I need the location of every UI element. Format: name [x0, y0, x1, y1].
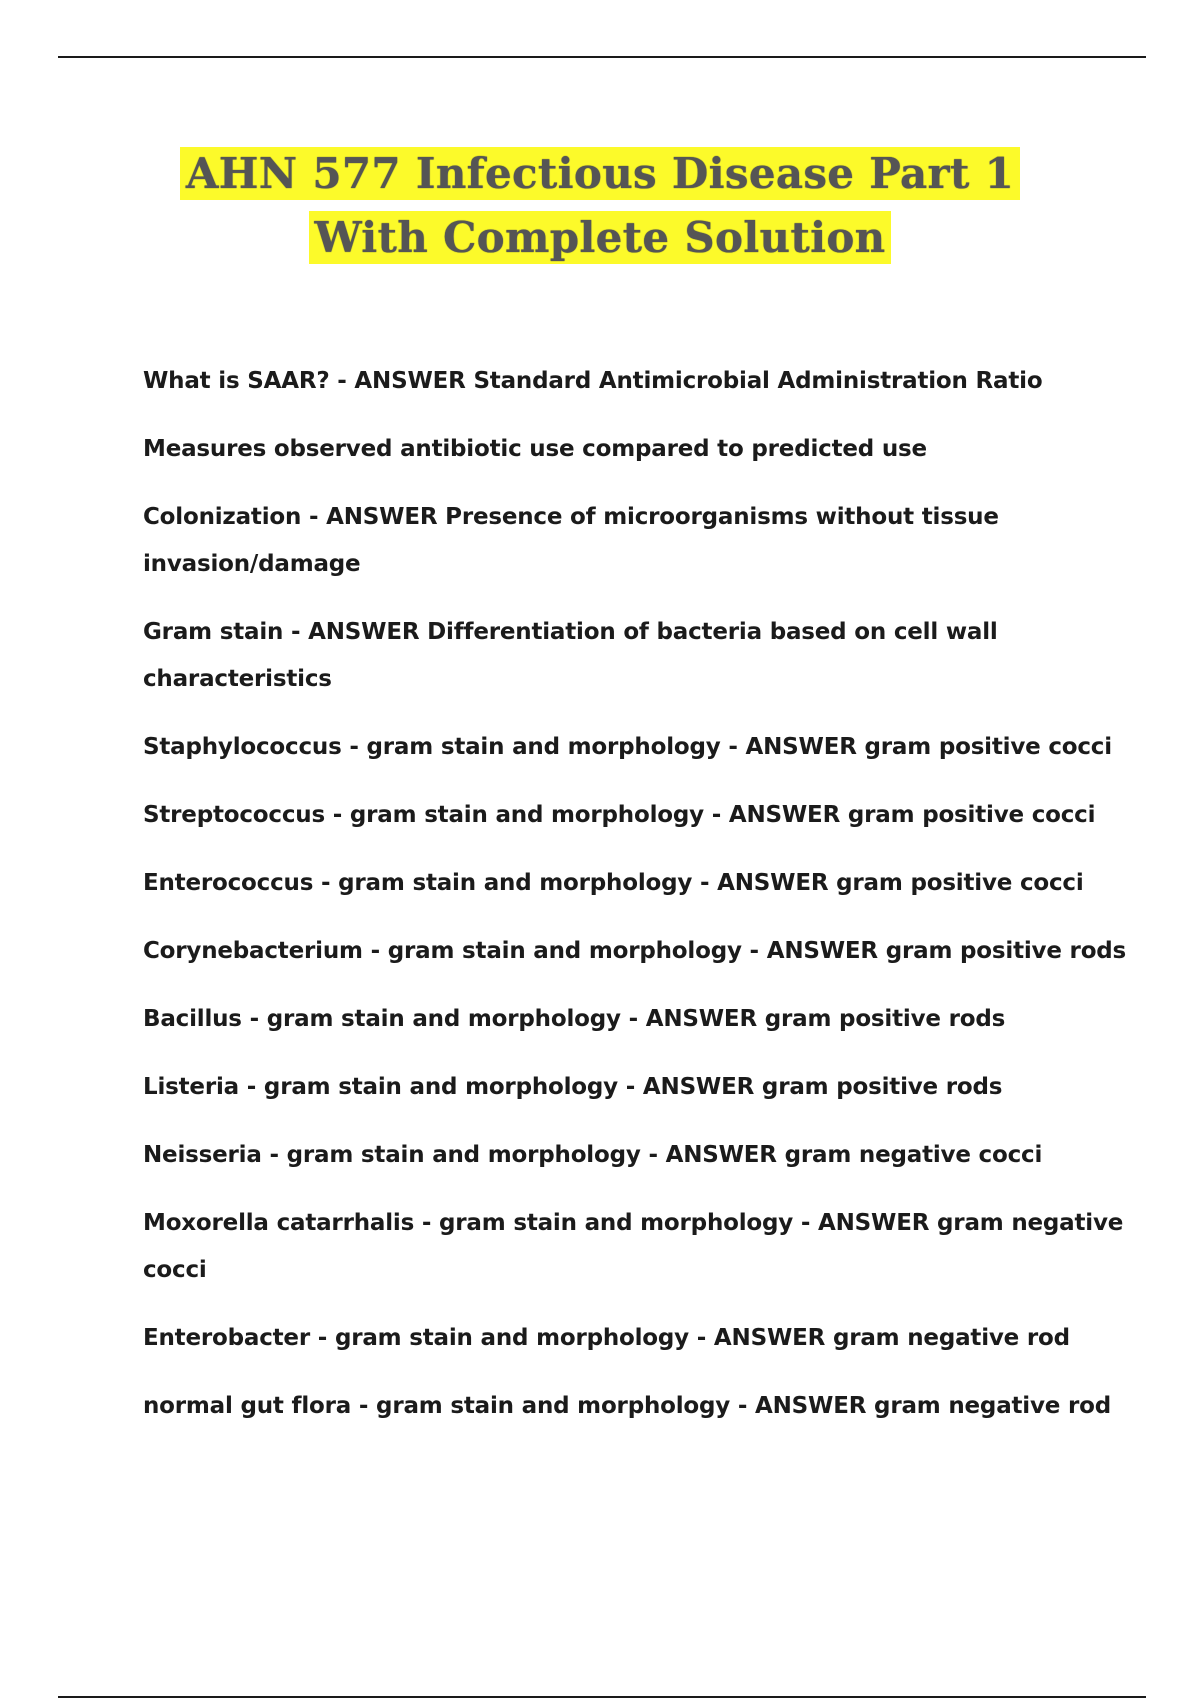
qa-entry-moxorella: Moxorella catarrhalis - gram stain and morphology - ANSWER gram negative cocci	[143, 1210, 1124, 1283]
qa-entry-enterobacter: Enterobacter - gram stain and morphology - ANSWER gram negative rod	[143, 1325, 1070, 1351]
document-title	[0, 142, 1200, 270]
qa-entry-colonization: Colonization - ANSWER Presence of microorganisms without tissue invasion/damage	[143, 504, 999, 577]
header-rule	[58, 56, 1146, 58]
qa-entry-bacillus: Bacillus - gram stain and morphology - ANSWER gram positive rods	[143, 1006, 1006, 1032]
qa-entry-corynebacterium: Corynebacterium - gram stain and morphology - ANSWER gram positive rods	[143, 938, 1127, 964]
document-body	[143, 358, 1143, 1451]
qa-entry-gut-flora: normal gut flora - gram stain and morphology - ANSWER gram negative rod	[143, 1393, 1111, 1419]
qa-entry-neisseria: Neisseria - gram stain and morphology - ANSWER gram negative cocci	[143, 1142, 1043, 1168]
title-line-2: With Complete Solution	[309, 211, 892, 264]
qa-entry-enterococcus: Enterococcus - gram stain and morphology - ANSWER gram positive cocci	[143, 870, 1084, 896]
footer-rule	[58, 1696, 1146, 1698]
title-line-1: AHN 577 Infectious Disease Part 1	[180, 147, 1020, 200]
qa-entry-saar-detail: Measures observed antibiotic use compared to predicted use	[143, 436, 927, 462]
qa-entry-gram-stain: Gram stain - ANSWER Differentiation of bacteria based on cell wall characteristics	[143, 619, 998, 692]
qa-entry-staphylococcus: Staphylococcus - gram stain and morphology - ANSWER gram positive cocci	[143, 734, 1112, 760]
qa-entry-saar: What is SAAR? - ANSWER Standard Antimicrobial Administration Ratio	[143, 368, 1043, 394]
qa-entry-listeria: Listeria - gram stain and morphology - ANSWER gram positive rods	[143, 1074, 1003, 1100]
qa-entry-streptococcus: Streptococcus - gram stain and morphology - ANSWER gram positive cocci	[143, 802, 1096, 828]
